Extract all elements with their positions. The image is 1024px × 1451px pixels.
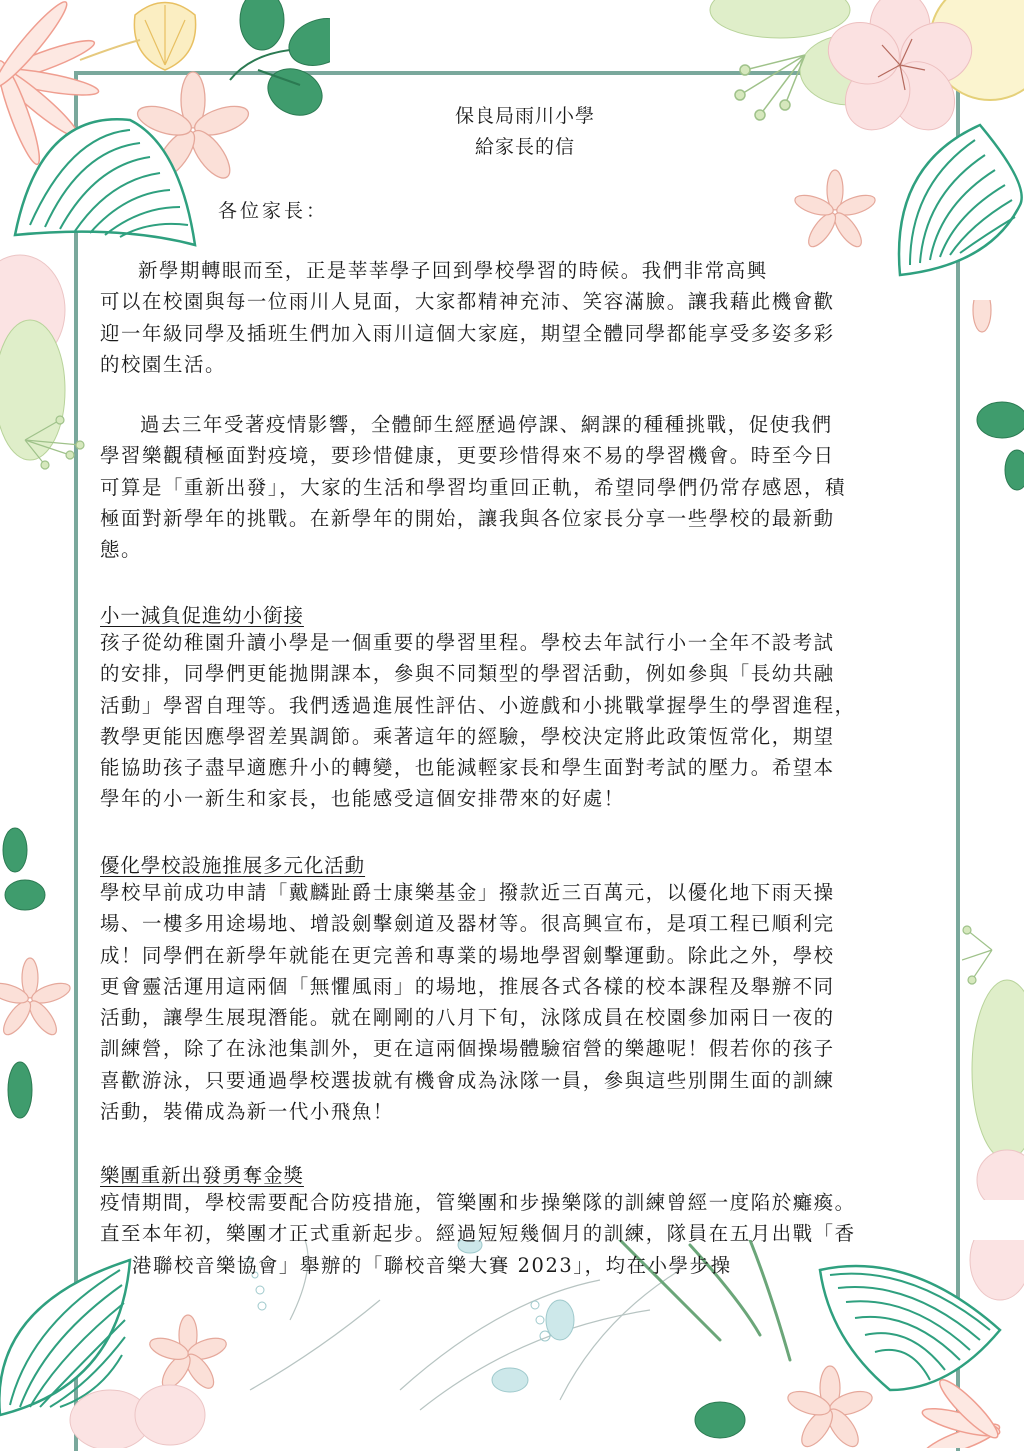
paragraph-line: 訓練營，除了在泳池集訓外，更在這兩個操場體驗宿營的樂趣呢！假若你的孩子 bbox=[100, 1037, 835, 1061]
paragraph-line: 活動，讓學生展現潛能。就在剛剛的八月下旬，泳隊成員在校園參加兩日一夜的 bbox=[100, 1006, 835, 1030]
school-name-title: 保良局雨川小學 bbox=[454, 105, 595, 127]
paragraph-line: 可算是「重新出發」，大家的生活和學習均重回正軌，希望同學們仍常存感恩，積 bbox=[100, 475, 846, 499]
letter-title: 給家長的信 bbox=[474, 136, 575, 158]
section-heading-band: 樂團重新出發勇奪金獎 bbox=[100, 1164, 304, 1187]
paragraph-line: 過去三年受著疫情影響，全體師生經歷過停課、網課的種種挑戰，促使我們 bbox=[140, 413, 833, 436]
paragraph-line: 的校園生活。 bbox=[100, 352, 226, 376]
paragraph-line: 學校早前成功申請「戴麟趾爵士康樂基金」撥款近三百萬元，以優化地下雨天操 bbox=[100, 881, 835, 904]
paragraph-line: 學年的小一新生和家長，也能感受這個安排帶來的好處！ bbox=[100, 787, 625, 811]
paragraph-line: 的安排，同學們更能拋開課本，參與不同類型的學習活動，例如參與「長幼共融 bbox=[100, 662, 835, 686]
section-heading-p1-reduced-load: 小一減負促進幼小銜接 bbox=[100, 604, 304, 627]
paragraph-line: 極面對新學年的挑戰。在新學年的開始，讓我與各位家長分享一些學校的最新動 bbox=[100, 506, 835, 530]
paragraph-line: 喜歡游泳，只要通過學校選拔就有機會成為泳隊一員，參與這些別開生面的訓練 bbox=[100, 1068, 835, 1092]
left-side-floral-decoration-icon bbox=[0, 240, 110, 1240]
paragraph-line: 教學更能因應學習差異調節。乘著這年的經驗，學校決定將此政策恆常化，期望 bbox=[100, 724, 835, 748]
paragraph-line: 疫情期間，學校需要配合防疫措施，管樂團和步操樂隊的訓練曾經一度陷於癱瘓。 bbox=[100, 1191, 856, 1214]
paragraph-line: 可以在校園與每一位雨川人見面，大家都精神充沛、笑容滿臉。讓我藉此機會歡 bbox=[100, 290, 835, 314]
paragraph-line: 迎一年級同學及插班生們加入雨川這個大家庭，期望全體同學都能享受多姿多彩 bbox=[100, 321, 835, 345]
paragraph-line: 活動，裝備成為新一代小飛魚！ bbox=[100, 1100, 394, 1124]
section-paragraph-band bbox=[100, 1187, 945, 1281]
paragraph-line: 場、一樓多用途場地、增設劍擊劍道及器材等。很高興宣布，是項工程已順利完 bbox=[100, 912, 835, 936]
paragraph-line: 新學期轉眼而至，正是莘莘學子回到學校學習的時候。我們非常高興 bbox=[138, 259, 768, 282]
section-paragraph-p1-reduced-load bbox=[100, 627, 945, 815]
paragraph-line: 態。 bbox=[100, 538, 142, 562]
paragraph-line: 港聯校音樂協會」舉辦的「聯校音樂大賽 2023」，均在小學步操 bbox=[132, 1253, 732, 1277]
paragraph-line: 更會靈活運用這兩個「無懼風雨」的場地，推展各式各樣的校本課程及舉辦不同 bbox=[100, 974, 835, 998]
paragraph-line: 孩子從幼稚園升讀小學是一個重要的學習里程。學校去年試行小一全年不設考試 bbox=[100, 631, 835, 654]
intro-paragraph bbox=[100, 255, 945, 380]
section-paragraph-facilities bbox=[100, 877, 945, 1127]
paragraph-line: 成！同學們在新學年就能在更完善和專業的場地學習劍擊運動。除此之外，學校 bbox=[100, 943, 835, 967]
paragraph-line: 學習樂觀積極面對疫境，要珍惜健康，更要珍惜得來不易的學習機會。時至今日 bbox=[100, 444, 835, 468]
paragraph-line: 能協助孩子盡早適應升小的轉變，也能減輕家長和學生面對考試的壓力。希望本 bbox=[100, 756, 835, 780]
past-three-years-paragraph bbox=[100, 409, 945, 565]
right-side-floral-decoration-icon bbox=[962, 300, 1024, 1200]
section-heading-facilities: 優化學校設施推展多元化活動 bbox=[100, 854, 366, 877]
paragraph-line: 直至本年初，樂團才正式重新起步。經過短短幾個月的訓練，隊員在五月出戰「香 bbox=[100, 1222, 856, 1246]
salutation: 各位家長： bbox=[218, 200, 329, 222]
paragraph-line: 活動」學習自理等。我們透過進展性評估、小遊戲和小挑戰掌握學生的學習進程， bbox=[100, 693, 856, 717]
